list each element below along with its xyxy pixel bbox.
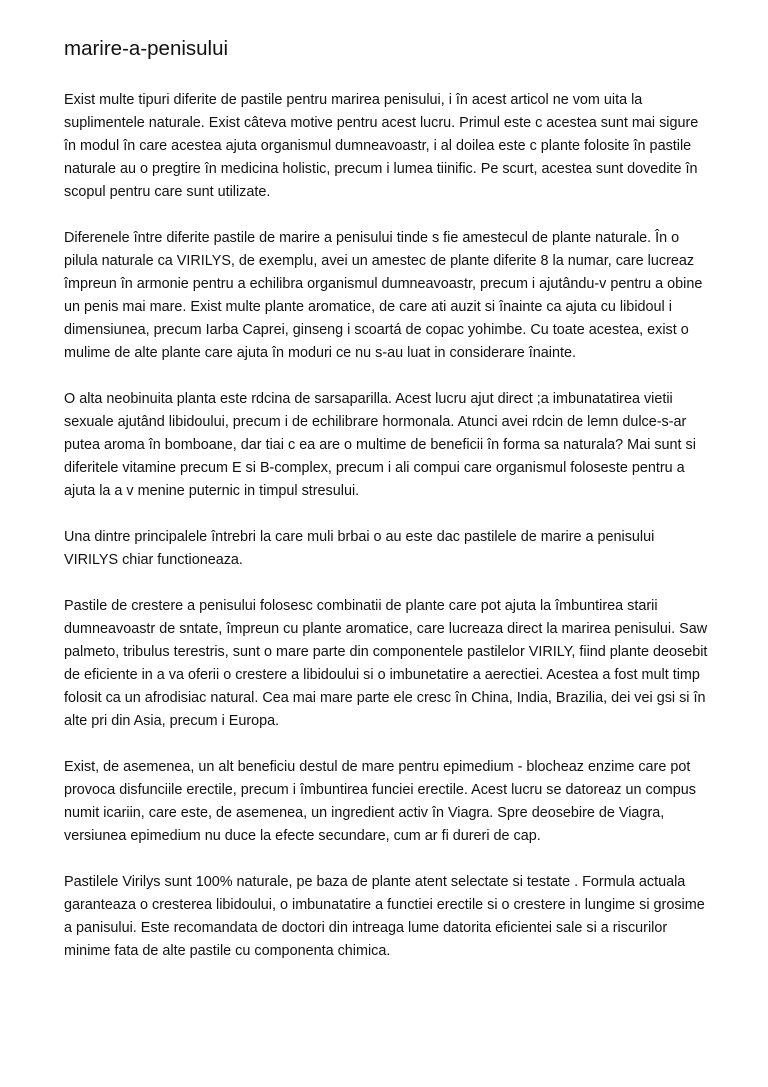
paragraph-4: Una dintre principalele întrebri la care muli brbai o au este dac pastilele de marire a penisului VIRILYS chiar functioneaza.	[64, 529, 655, 568]
paragraph-3: O alta neobinuita planta este rdcina de sarsaparilla. Acest lucru ajut direct ;a imbunatatirea vietii sexuale ajutând libidoului, precum i de echilibrare hormonala. Atunci avei rdcin de lemn dulce-s-ar putea aroma în bomboane, dar tiai c ea are o multime de beneficii în forma sa naturala? Mai sunt si diferitele vitamine precum E si B-complex, precum i ali compui care organismul foloseste pentru a ajuta la a v menine puternic in timpul stresului.	[64, 391, 696, 499]
paragraph-1: Exist multe tipuri diferite de pastile pentru marirea penisului, i în acest articol ne vom uita la suplimentele naturale. Exist câteva motive pentru acest lucru. Primul este c acestea sunt mai sigure în modul în care acestea ajuta organismul dumneavoastr, i al doilea este c plante folosite în pastile naturale au o pregtire în medicina holistic, precum i lumea tiinific. Pe scurt, acestea sunt dovedite în scopul pentru care sunt utilizate.	[64, 92, 699, 200]
paragraph-2: Diferenele între diferite pastile de marire a penisului tinde s fie amestecul de plante naturale. În o pilula naturale ca VIRILYS, de exemplu, avei un amestec de plante diferite 8 la numar, care lucreaz împreun în armonie pentru a echilibra organismul dumneavoastr, precum i ajutându-v pentru a obine un penis mai mare. Exist multe plante aromatice, de care ati auzit si înainte ca ajuta cu libidoul i dimensiunea, precum Iarba Caprei, ginseng i scoartá de copac yohimbe. Cu toate acestea, exist o mulime de alte plante care ajuta în moduri ce nu s-au luat in considerare înainte.	[64, 230, 703, 361]
paragraph-5: Pastile de crestere a penisului folosesc combinatii de plante care pot ajuta la îmbuntirea starii dumneavoastr de sntate, împreun cu plante aromatice, care lucreaza direct la marirea penisului. Saw palmeto, tribulus terestris, sunt o mare parte din componentele pastilelor VIRILY, fiind plante deosebit de eficiente in a va oferii o crestere a libidoului si o imbunetatire a aerectiei. Acestea a fost mult timp folosit ca un afrodisiac natural. Cea mai mare parte ele cresc în China, India, Brazilia, dei vei gsi si în alte pri din Asia, precum i Europa.	[64, 598, 708, 729]
paragraph-6: Exist, de asemenea, un alt beneficiu destul de mare pentru epimedium - blocheaz enzime care pot provoca disfunciile erectile, precum i îmbuntirea funciei erectile. Acest lucru se datoreaz un compus numit icariin, care este, de asemenea, un ingredient activ în Viagra. Spre deosebire de Viagra, versiunea epimedium nu duce la efecte secundare, cum ar fi dureri de cap.	[64, 759, 696, 844]
paragraph-7: Pastilele Virilys sunt 100% naturale, pe baza de plante atent selectate si testate . Formula actuala garanteaza o cresterea libidoului, o imbunatatire a functiei erectile si o crestere in lungime si grosime a panisului. Este recomandata de doctori din intreaga lume datorita eficientei sale si a riscurilor minime fata de alte pastile cu componenta chimica.	[64, 874, 705, 959]
document-title: marire-a-penisului	[64, 37, 229, 60]
